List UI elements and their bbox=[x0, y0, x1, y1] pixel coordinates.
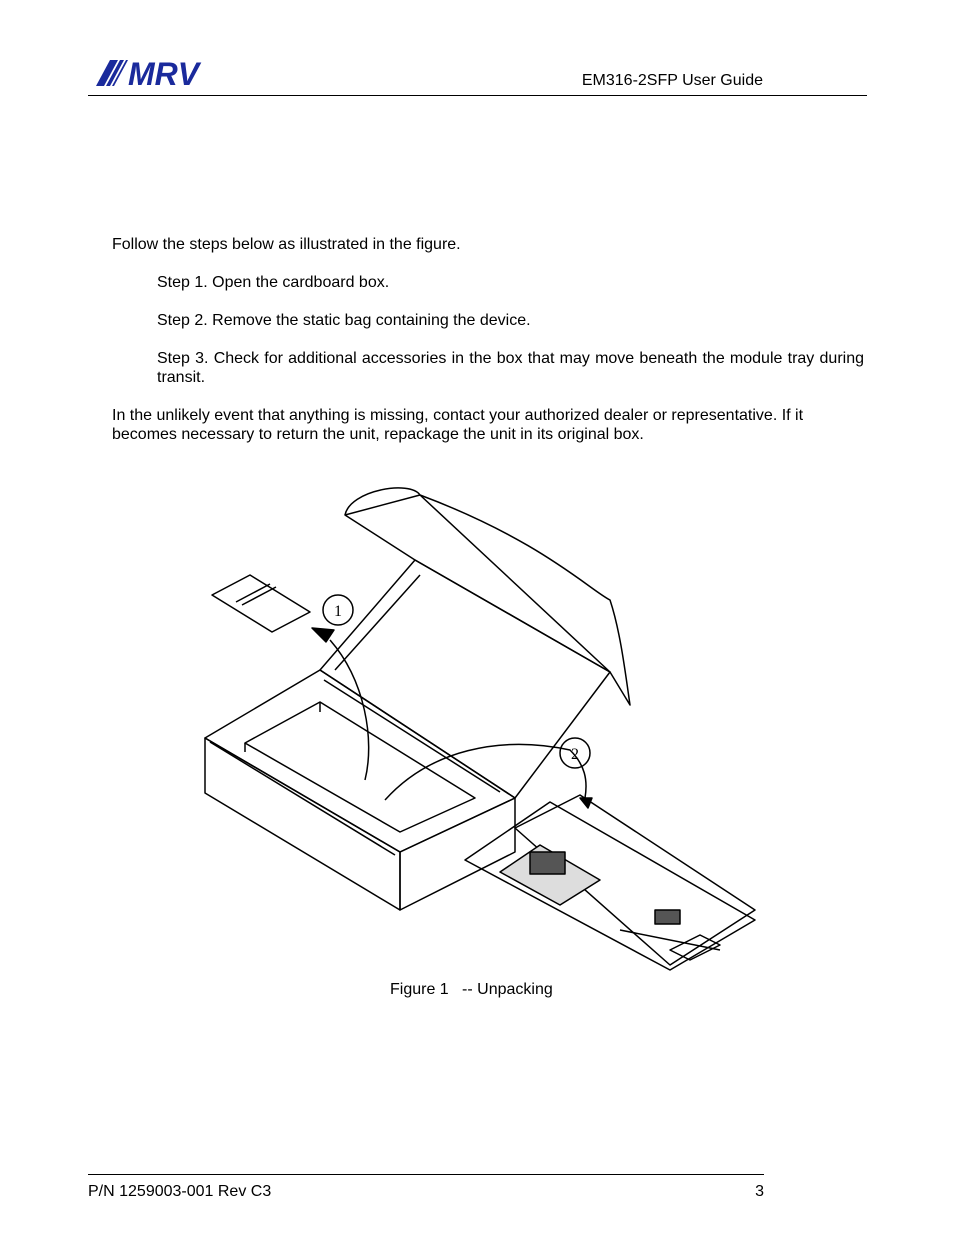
mrv-logo bbox=[94, 56, 224, 88]
callout-1-label: 1 bbox=[334, 603, 342, 620]
callout-2-label: 2 bbox=[571, 746, 579, 763]
figure-caption: Figure 1 -- Unpacking bbox=[390, 981, 553, 998]
callout-2 bbox=[560, 738, 590, 768]
page-number: 3 bbox=[755, 1183, 764, 1200]
step-item: Step 3. Check for additional accessories in the box that may move beneath the module tray during transit. bbox=[157, 350, 864, 386]
document-title: EM316-2SFP User Guide bbox=[581, 72, 763, 89]
page-header bbox=[88, 50, 867, 96]
documentation-card bbox=[212, 575, 310, 632]
intro-text: Follow the steps below as illustrated in the figure. bbox=[112, 236, 461, 253]
page-content bbox=[112, 235, 864, 444]
step-item: Step 2. Remove the static bag containing the device. bbox=[157, 312, 531, 329]
unpacking-illustration bbox=[200, 480, 760, 975]
step-list bbox=[112, 273, 864, 387]
cardboard-box bbox=[205, 488, 630, 910]
step-item: Step 1. Open the cardboard box. bbox=[157, 274, 390, 291]
missing-items-note: In the unlikely event that anything is missing, contact your authorized dealer or representative. If it becomes necessary to return the unit, repackage the unit in its original box. bbox=[112, 407, 804, 443]
module-tray bbox=[465, 795, 755, 970]
callout-1 bbox=[323, 595, 353, 625]
page-footer bbox=[88, 1174, 764, 1215]
step-arrows bbox=[312, 628, 592, 808]
logo-text: MRV bbox=[128, 56, 200, 88]
part-number: P/N 1259003-001 Rev C3 bbox=[88, 1183, 272, 1200]
